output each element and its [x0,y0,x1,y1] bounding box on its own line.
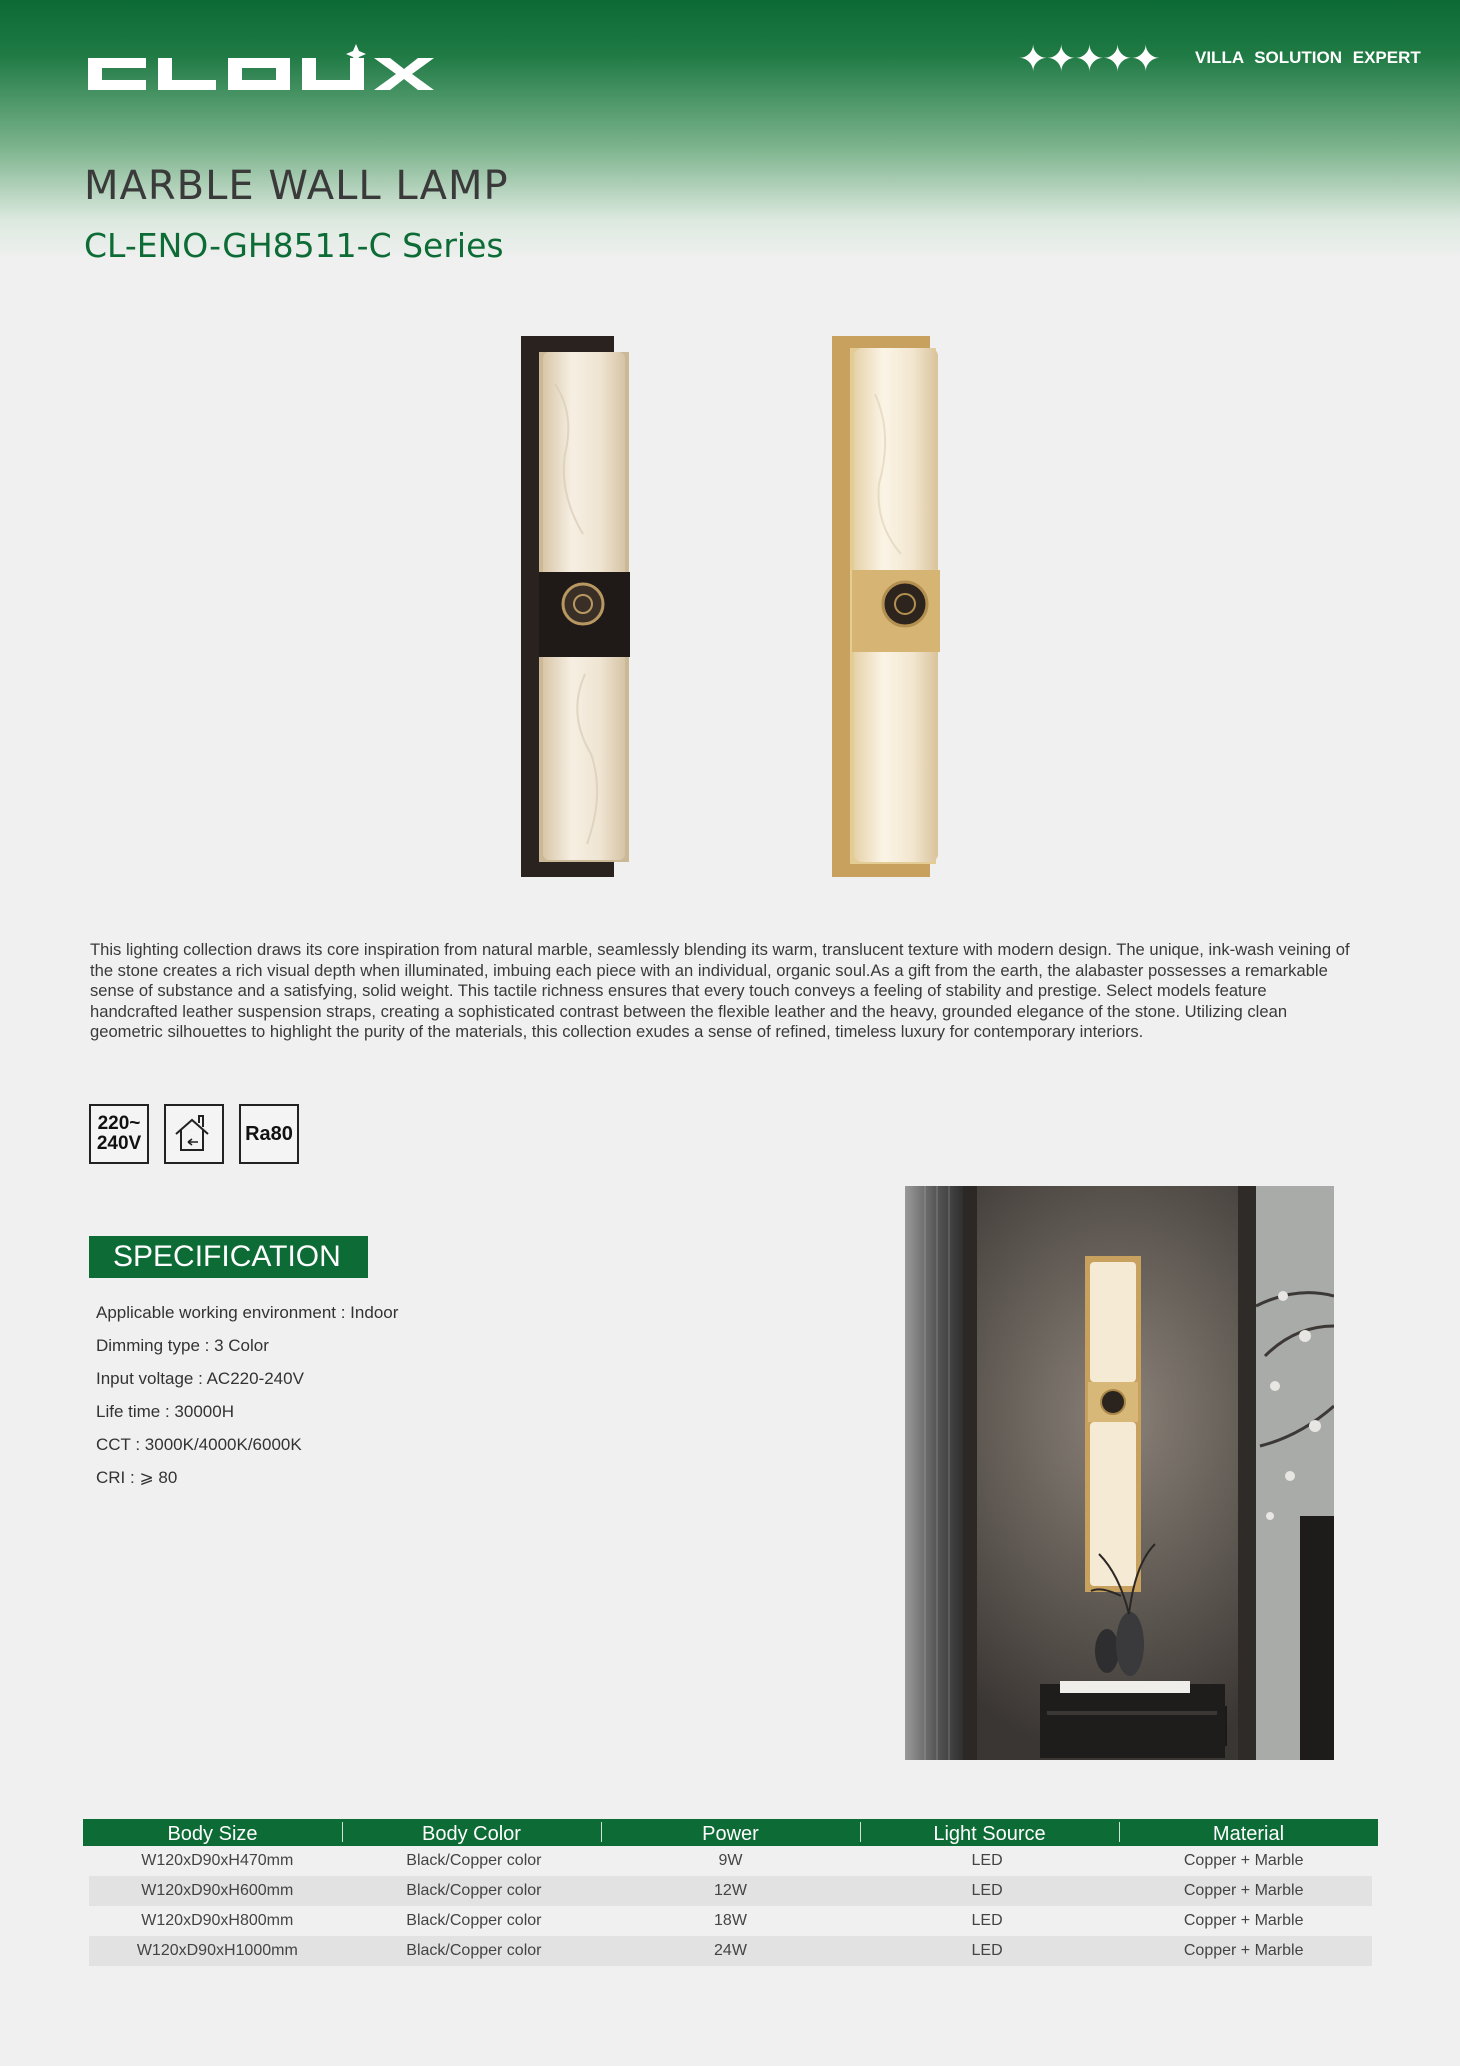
col-body-size: Body Size [167,1823,258,1845]
table-row [89,1876,1372,1906]
spec-item: CRI : ⩾ 80 [96,1468,178,1487]
cell-material: Copper + Marble [1183,1912,1304,1929]
cloux-logo [84,44,444,108]
room-scene-image [905,1186,1334,1760]
cell-light-source: LED [971,1942,1003,1959]
voltage-line1: 220~ [97,1113,141,1134]
specification-list [96,1302,398,1500]
cell-body-size: W120xD90xH800mm [141,1912,294,1929]
product-title: MARBLE WALL LAMP [84,163,509,209]
spec-item: Applicable working environment : Indoor [96,1303,399,1322]
cell-light-source: LED [971,1852,1003,1869]
cell-material: Copper + Marble [1183,1882,1304,1899]
product-series: CL-ENO-GH8511-C Series [84,226,504,265]
cell-body-color: Black/Copper color [406,1912,542,1929]
col-body-color: Body Color [342,1819,601,1846]
cell-body-size: W120xD90xH470mm [141,1852,294,1869]
voltage-badge [89,1104,149,1164]
cell-body-color: Black/Copper color [406,1942,542,1959]
cell-body-size: W120xD90xH1000mm [136,1942,298,1959]
cri-badge: Ra80 [239,1104,299,1164]
spec-item: Life time : 30000H [96,1402,234,1421]
spec-item: Input voltage : AC220-240V [96,1369,304,1388]
voltage-line2: 240V [96,1133,142,1154]
cell-body-color: Black/Copper color [406,1852,542,1869]
indoor-house-icon [164,1104,224,1164]
brand-tagline: VILLA SOLUTION EXPERT [1195,48,1421,67]
lamp-black-image [515,334,630,883]
col-power: Power [601,1819,860,1846]
five-star-rating: ✦✦✦✦✦ [1018,39,1159,80]
cell-material: Copper + Marble [1183,1852,1304,1869]
cell-light-source: LED [971,1912,1003,1929]
cell-power: 24W [714,1942,747,1959]
header-band [0,0,1460,260]
col-material: Material [1119,1819,1378,1846]
cell-body-size: W120xD90xH600mm [141,1882,294,1899]
table-header [83,1819,1378,1846]
cell-power: 9W [718,1852,743,1869]
table-row [89,1906,1372,1936]
col-light-source: Light Source [860,1819,1119,1846]
specification-heading: SPECIFICATION [89,1236,368,1278]
cell-power: 12W [714,1882,747,1899]
cell-body-color: Black/Copper color [406,1882,542,1899]
cell-material: Copper + Marble [1183,1942,1304,1959]
cell-power: 18W [714,1912,747,1929]
product-description: This lighting collection draws its core inspiration from natural marble, seamlessly blending its warm, translucent texture with modern design. The unique, ink-wash veining of the stone creates a rich visual depth when illuminated, imbuing each piece with an individual, organic soul.As a gift from the earth, the alabaster possesses a remarkable sense of substance and a satisfying, solid weight. This tactile richness ensures that every touch conveys a feeling of stability and prestige. Select models feature handcrafted leather suspension straps, creating a sophisticated contrast between the flexible leather and the heavy, grounded elegance of the stone. Utilizing clean geometric silhouettes to highlight the purity of the materials, this collection exudes a sense of refined, timeless luxury for contemporary interiors. [90,940,1350,1042]
spec-item: CCT : 3000K/4000K/6000K [96,1435,302,1454]
lamp-copper-image [830,334,945,883]
table-row [89,1846,1372,1876]
product-table [83,1819,1378,1966]
spec-item: Dimming type : 3 Color [96,1336,269,1355]
table-row [89,1936,1372,1966]
cell-light-source: LED [971,1882,1003,1899]
